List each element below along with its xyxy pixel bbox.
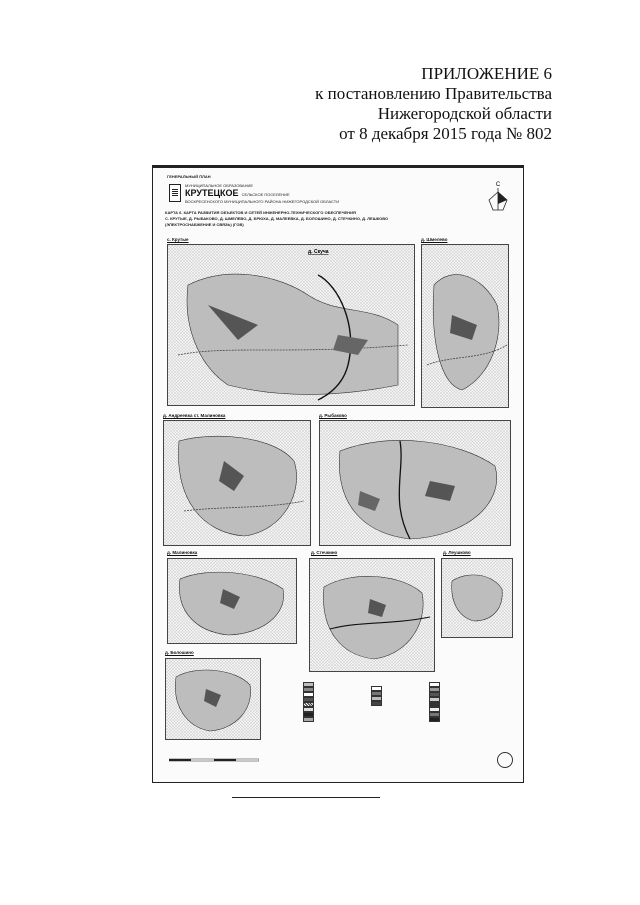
plan-label: ГЕНЕРАЛЬНЫЙ ПЛАН	[167, 174, 211, 179]
map-label-shmelevo: д. Шмелево	[421, 237, 448, 242]
legend-column-3	[429, 682, 499, 722]
map-title-3: (ЭЛЕКТРОСНАБЖЕНИЕ И СВЯЗЬ) (ГОВ)	[165, 222, 244, 227]
map-andreevka	[163, 420, 311, 546]
plan-sheet	[152, 165, 524, 783]
map-label-andreevka: д. Андреевка ст. Малиновка	[163, 413, 226, 418]
municipality-type: МУНИЦИПАЛЬНОЕ ОБРАЗОВАНИЕ	[185, 183, 254, 188]
sheet-top-border	[153, 166, 523, 168]
municipality-name-row	[185, 188, 290, 198]
appendix-title: ПРИЛОЖЕНИЕ 6	[421, 64, 552, 83]
map-label-skucha: д. Скуча	[308, 249, 329, 255]
map-title-1: КАРТА 6. КАРТА РАЗВИТИЯ ОБЪЕКТОВ И СЕТЕЙ ИНЖЕНЕРНО-ТЕХНИЧЕСКОГО ОБЕСПЕЧЕНИЯ	[165, 210, 356, 215]
map-label-leushkovo: д. Леушково	[443, 550, 471, 555]
legend-column-2	[371, 686, 431, 706]
region-line: ВОСКРЕСЕНСКОГО МУНИЦИПАЛЬНОГО РАЙОНА НИЖЕГОРОДСКОЙ ОБЛАСТИ	[185, 199, 340, 204]
map-label-krutye: с. Крутые	[167, 237, 189, 242]
seal-icon	[497, 752, 513, 768]
map-shmelevo	[421, 244, 509, 408]
map-label-stechkino: д. Стечкино	[311, 550, 338, 555]
municipality-name: КРУТЕЦКОЕ	[185, 188, 239, 198]
map-malinovka	[167, 558, 297, 644]
map-label-malinovka: д. Малиновка	[167, 550, 198, 555]
map-boloshino	[165, 658, 261, 740]
appendix-subtitle-1: к постановлению Правительства	[315, 84, 552, 103]
map-krutye	[167, 244, 415, 406]
bottom-rule	[232, 797, 380, 798]
map-label-boloshino: д. Болошино	[165, 650, 194, 655]
appendix-date: от 8 декабря 2015 года № 802	[339, 124, 552, 143]
appendix-header	[292, 64, 552, 144]
north-arrow-icon	[485, 180, 511, 214]
compass-letter: С	[495, 182, 501, 188]
coat-of-arms-icon	[169, 184, 181, 202]
appendix-subtitle-2: Нижегородской области	[377, 104, 552, 123]
map-title-2: С. КРУТЫЕ, Д. РЫБАКОВО, Д. ШМЕЛЕВО, Д. БРЮХА, Д. МАЛЕЕВКА, Д. БОЛОШИНО, Д. СТЕЧКИНО, Д. ЛЕШКОВО	[165, 216, 389, 221]
map-rybakovo	[319, 420, 511, 546]
legend-column-1	[303, 682, 369, 722]
municipality-suffix: СЕЛЬСКОЕ ПОСЕЛЕНИЕ	[241, 192, 290, 197]
map-stechkino	[309, 558, 435, 672]
map-label-rybakovo: д. Рыбаково	[319, 413, 347, 418]
scale-bar	[169, 750, 259, 756]
map-leushkovo	[441, 558, 513, 638]
